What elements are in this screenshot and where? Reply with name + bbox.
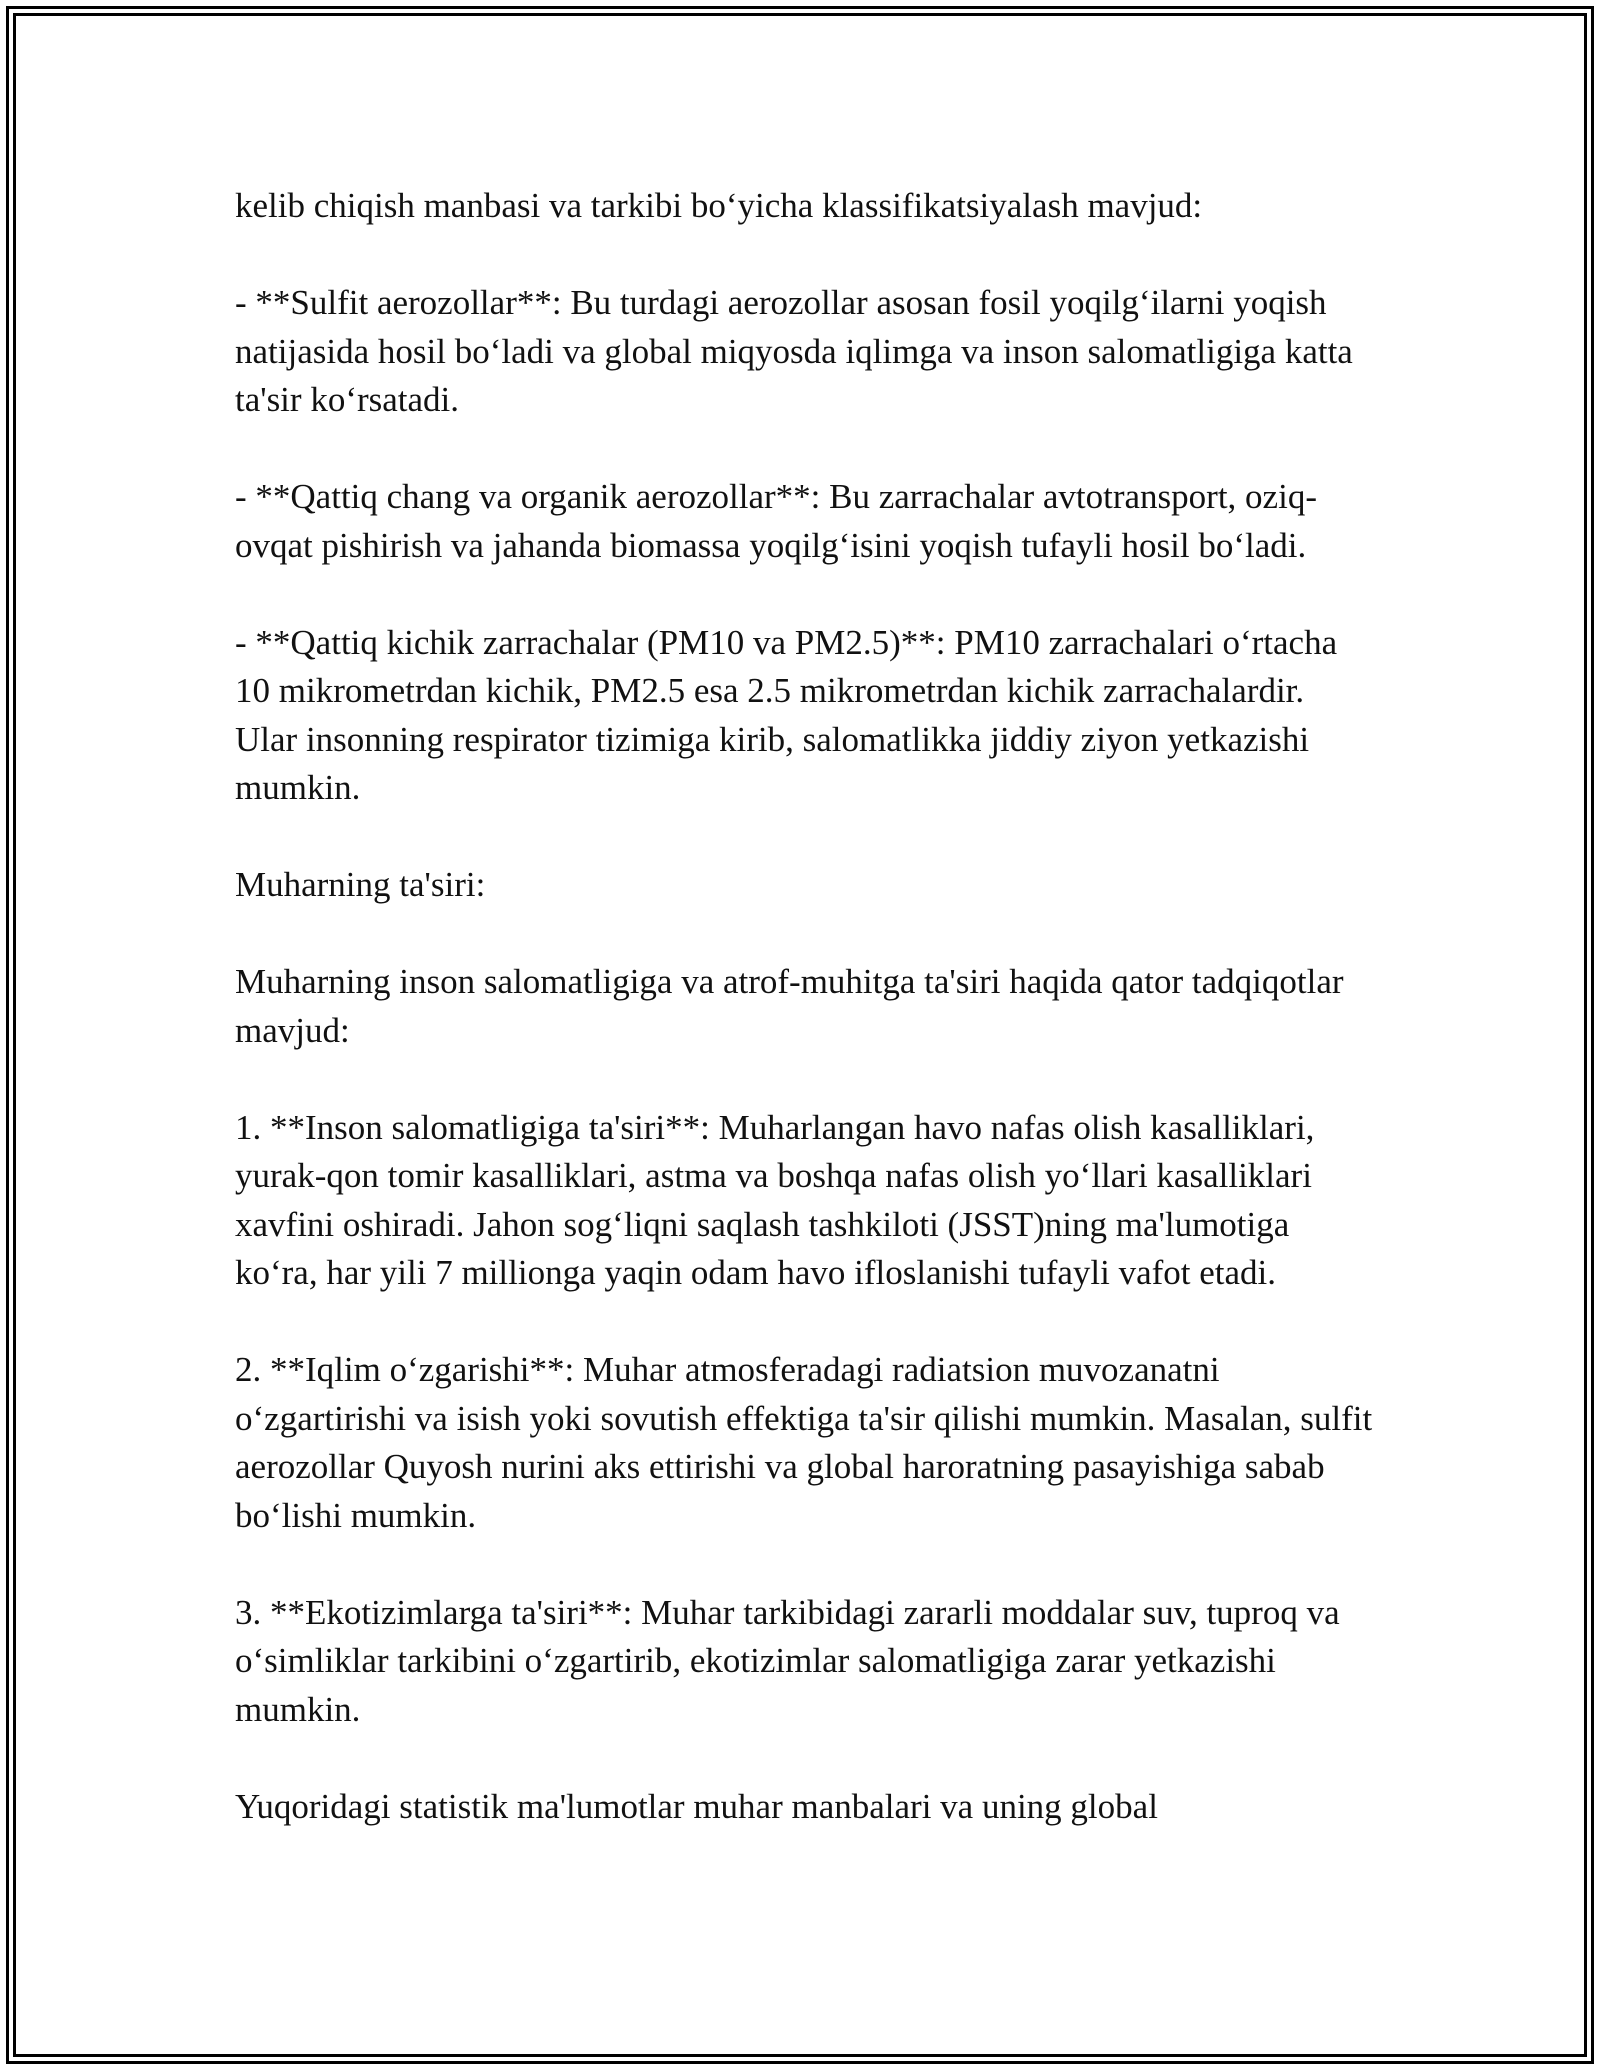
- list-item-ekotizimlar: 3. **Ekotizimlarga ta'siri**: Muhar tarkibidagi zararli moddalar suv, tuproq va o‘simliklar tarkibini o‘zgartirib, ekotizimlar salomatligiga zarar yetkazishi mumkin.: [235, 1592, 1340, 1729]
- paragraph-qattiq-chang: - **Qattiq chang va organik aerozollar**: Bu zarrachalar avtotransport, oziq-ovqat pishirish va jahanda biomassa yoqilg‘isini yoqish tufayli hosil bo‘ladi.: [235, 477, 1317, 565]
- paragraph-tadqiqotlar-intro: Muharning inson salomatligiga va atrof-muhitga ta'siri haqida qator tadqiqotlar mavjud:: [235, 962, 1344, 1050]
- document-body: [235, 182, 1375, 1831]
- paragraph-statistik-malumotlar: Yuqoridagi statistik ma'lumotlar muhar manbalari va uning global: [235, 1786, 1158, 1826]
- paragraph-classification-intro: kelib chiqish manbasi va tarkibi bo‘yicha klassifikatsiyalash mavjud:: [235, 186, 1203, 225]
- paragraph-sulfit-aerozollar: - **Sulfit aerozollar**: Bu turdagi aerozollar asosan fosil yoqilg‘ilarni yoqish natijasida hosil bo‘ladi va global miqyosda iqlimga va inson salomatligiga katta ta'sir ko‘rsatadi.: [235, 283, 1353, 419]
- paragraph-pm-zarrachalar: - **Qattiq kichik zarrachalar (PM10 va PM2.5)**: PM10 zarrachalari o‘rtacha 10 mikrometrdan kichik, PM2.5 esa 2.5 mikrometrdan kichik zarrachalardir. Ular insonning respirator tizimiga kirib, salomatlikka jiddiy ziyon yetkazishi mumkin.: [235, 622, 1338, 807]
- list-item-iqlim-ozgarishi: 2. **Iqlim o‘zgarishi**: Muhar atmosferadagi radiatsion muvozanatni o‘zgartirishi va isish yoki sovutish effektiga ta'sir qilishi mumkin. Masalan, sulfit aerozollar Quyosh nurini aks ettirishi va global haroratning pasayishiga sabab bo‘lishi mumkin.: [235, 1350, 1373, 1535]
- list-item-inson-salomatligi: 1. **Inson salomatligiga ta'siri**: Muharlangan havo nafas olish kasalliklari, yurak-qon tomir kasalliklari, astma va boshqa nafas olish yo‘llari kasalliklari xavfini oshiradi. Jahon sog‘liqni saqlash tashkiloti (JSST)ning ma'lumotiga ko‘ra, har yili 7 millionga yaqin odam havo ifloslanishi tufayli vafot etadi.: [235, 1107, 1315, 1292]
- section-heading-muharning-tasiri: Muharning ta'siri:: [235, 865, 486, 904]
